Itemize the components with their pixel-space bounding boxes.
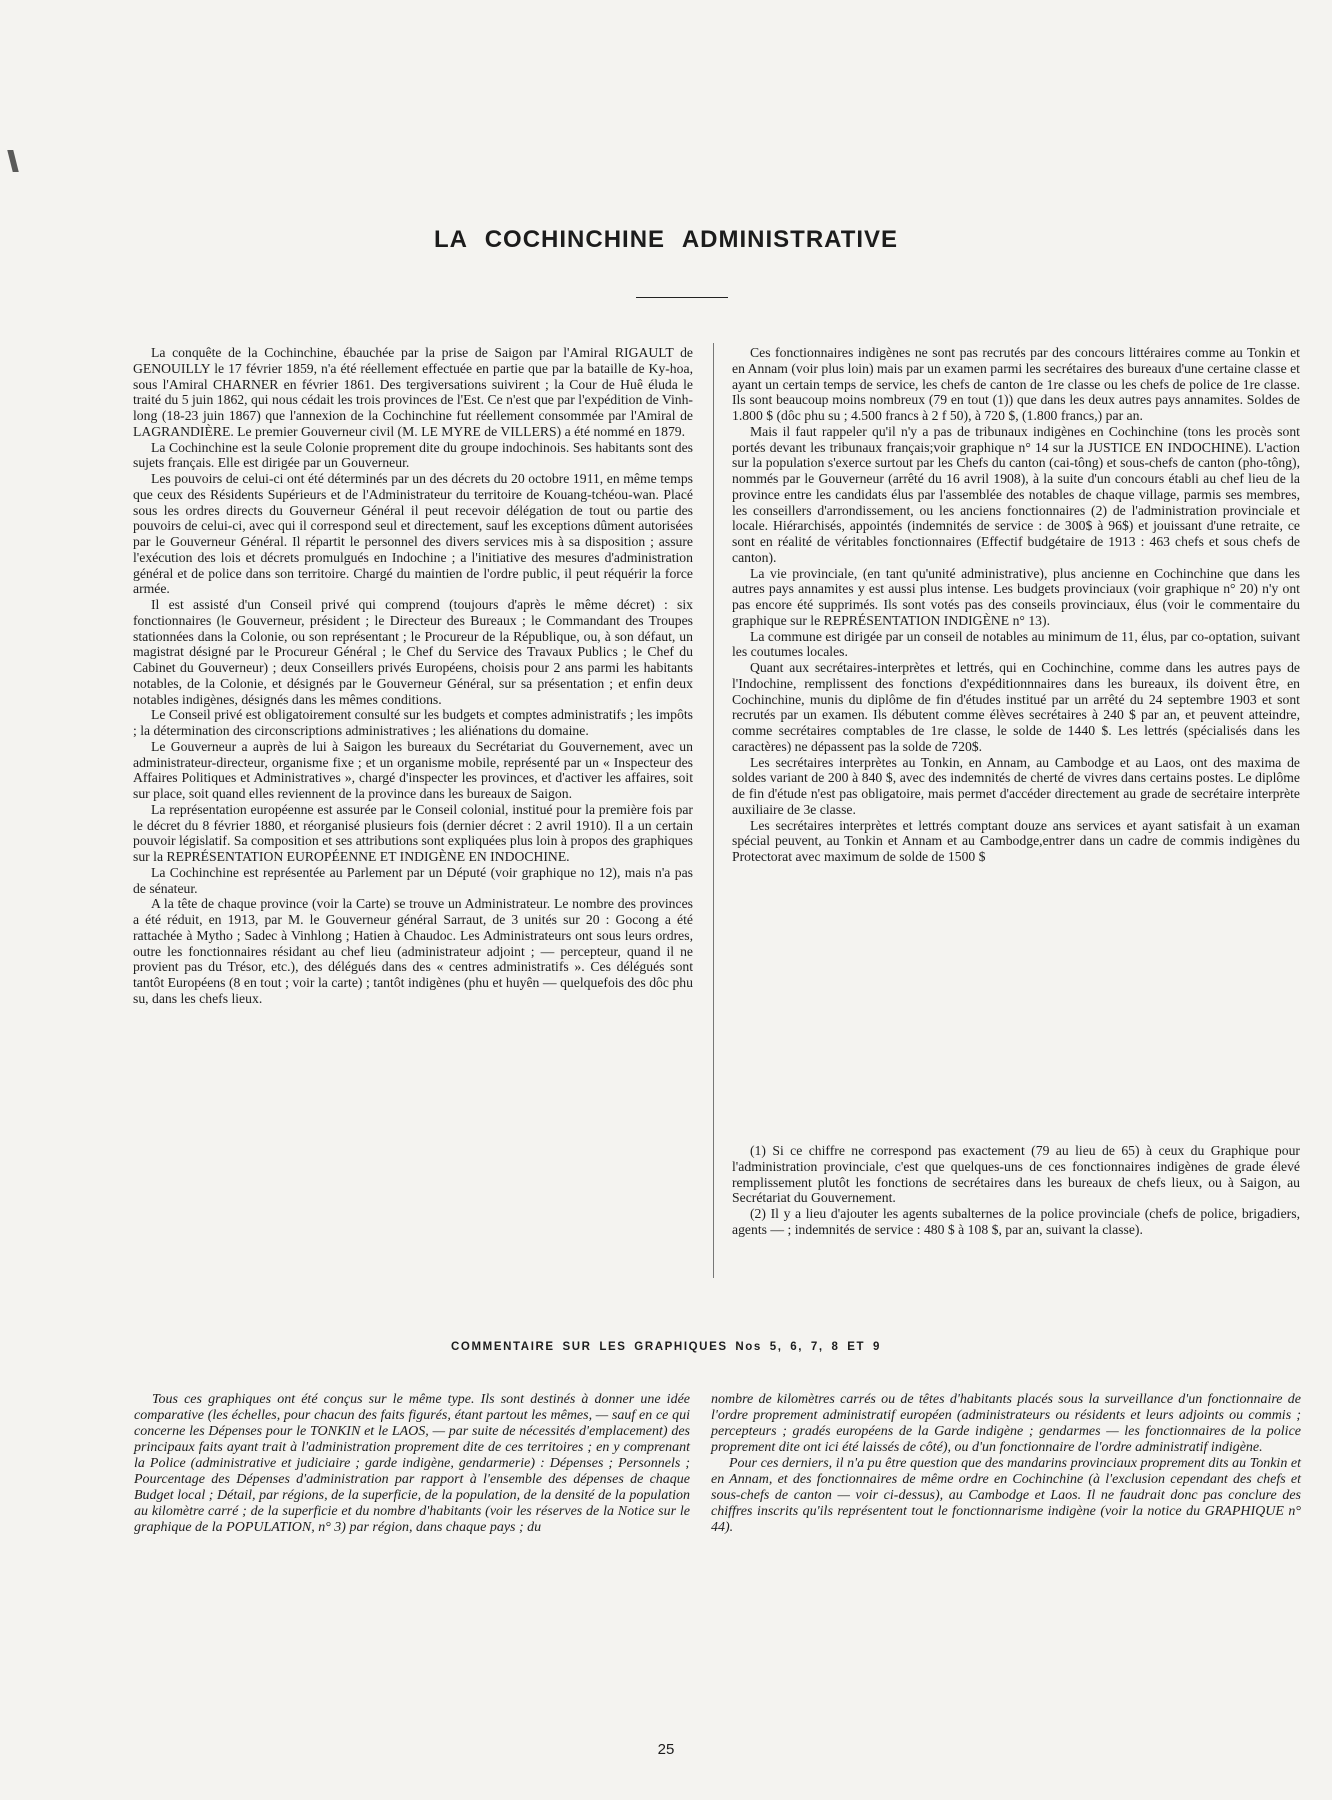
paragraph: Ces fonctionnaires indigènes ne sont pas recrutés par des concours littéraires comme au Tonkin et en Annam (voir plus loin) mais par un examen parmi les secrétaires des bureaux d'une certaine classe et ayant un certain temps de service, les chefs de canton de 1re classe ou les chefs de police de 1re classe. Ils sont beaucoup moins nombreux (79 en tout (1)) que dans les deux autres pays annamites. Soldes de 1.800 $ (dôc phu su ; 4.500 francs à 2 f 50), à 720 $, (1.800 francs,) par an. bbox=[732, 345, 1300, 423]
paragraph: A la tête de chaque province (voir la Carte) se trouve un Administrateur. Le nombre des provinces a été réduit, en 1913, par M. le Gouverneur général Sarraut, de 3 unités sur 20 : Gocong a été rattachée à Mytho ; Sadec à Vinhlong ; Hatien à Chaudoc. Les Administrateurs ont sous leurs ordres, outre les fonctionnaires résidant au chef lieu (administrateur adjoint ; — percepteur, quand il ne provient pas du Trésor, etc.), des délégués dans des « centres administratifs ». Ces délégués sont tantôt Européens (8 en tout ; voir la carte) ; tantôt indigènes (phu et huyên — quelquefois des dôc phu su, dans les chefs lieux. bbox=[133, 896, 693, 1006]
column-divider bbox=[713, 343, 714, 1278]
title-rule bbox=[636, 297, 728, 298]
column-left bbox=[133, 345, 693, 1007]
paragraph: Les secrétaires interprètes et lettrés comptant douze ans services et ayant satisfait à un examan spécial peuvent, au Tonkin et Annam et au Cambodge,entrer dans un cadre de commis indigènes du Protectorat avec maximum de solde de 1500 $ bbox=[732, 817, 1300, 864]
paragraph: La Cochinchine est la seule Colonie proprement dite du groupe indochinois. Ses habitants sont des sujets français. Elle est dirigée par un Gouverneur. bbox=[133, 439, 693, 471]
column-right bbox=[732, 345, 1300, 865]
paragraph: La vie provinciale, (en tant qu'unité administrative), plus ancienne en Cochinchine que dans les autres pays annamites y est aussi plus intense. Les budgets provinciaux (voir graphique n° 20) n'y ont pas encore été supprimés. Ils sont votés pas des conseils provinciaux, élus (voir le commentaire du graphique sur le REPRÉSENTATION INDIGÈNE n° 13). bbox=[732, 565, 1300, 628]
paragraph: nombre de kilomètres carrés ou de têtes d'habitants placés sous la surveillance d'un fonctionnaire de l'ordre proprement administratif européen (administrateurs ou résidents et leurs adjoints ou commis ; percepteurs ; gradés européens de la Garde indigène ; gendarmes — les fonctionnaires de la police proprement dite ont ici été laissés de côté), ou d'un fonctionnaire de l'ordre administratif indigène. bbox=[711, 1392, 1301, 1455]
paragraph: La commune est dirigée par un conseil de notables au minimum de 11, élus, par co-optation, suivant les coutumes locales. bbox=[732, 628, 1300, 660]
margin-ink-mark bbox=[7, 150, 18, 172]
paragraph: La conquête de la Cochinchine, ébauchée par la prise de Saigon par l'Amiral RIGAULT de GENOUILLY le 17 février 1859, n'a été réellement effectuée en partie que par la bataille de Ky-hoa, sous l'Amiral CHARNER en février 1861. Des tergiversations suivirent ; la Cour de Huê éluda le traité du 5 juin 1862, qui nous cédait les trois provinces de l'Est. Ce n'est que par l'expédition de Vinh-long (18-23 juin 1867) que l'annexion de la Cochinchine fut réellement consommée par l'Amiral de LAGRANDIÈRE. Le premier Gouverneur civil (M. LE MYRE de VILLERS) a été nommé en 1879. bbox=[133, 345, 693, 439]
paragraph: Quant aux secrétaires-interprètes et lettrés, qui en Cochinchine, comme dans les autres pays de l'Indochine, remplissent des fonctions d'expéditionnnaires dans les bureaux, ils doivent être, en Cochinchine, munis du diplôme de fin d'études institué par un arrêté du 24 septembre 1903 et sont recrutés par un examen. Ils débutent comme élèves secrétaires à 240 $ par an, et peuvent atteindre, comme secrétaires comptables de 1re classe, le solde de 1440 $. Les lettrés (spécialisés dans les caractères) ne dépassent pas la solde de 720$. bbox=[732, 660, 1300, 754]
paragraph: Il est assisté d'un Conseil privé qui comprend (toujours d'après le même décret) : six fonctionnaires (le Gouverneur, président ; le Directeur des Bureaux ; le Commandant des Troupes stationnées dans la Colonie, ou son représentant ; le Procureur de la République, ou, à son défaut, un magistrat désigné par le Procureur Général ; le Chef du Service des Travaux Publics ; le Chef du Cabinet du Gouverneur) ; deux Conseillers privés Européens, choisis pour 2 ans parmi les habitants notables, de la Colonie, et désignés par le Gouverneur Général, sur sa présentation ; et enfin deux notables indigènes, désignés dans les mêmes conditions. bbox=[133, 597, 693, 707]
paragraph: Les pouvoirs de celui-ci ont été déterminés par un des décrets du 20 octobre 1911, en même temps que ceux des Résidents Supérieurs et de l'Administrateur du territoire de Kouang-tchéou-wan. Placé sous les ordres directs du Gouverneur Général il peut recevoir délégation de tout ou partie des pouvoirs de celui-ci, avec qui il correspond seul et directement, sauf les exceptions dûment autorisées par le Gouverneur Général. Il répartit le personnel des divers services mis à sa disposition ; assure l'exécution des lois et décrets promulgués en Indochine ; a l'initiative des mesures d'administration général et de police dans son territoire. Chargé du maintien de l'ordre public, il peut réquérir la force armée. bbox=[133, 471, 693, 597]
footnote: (1) Si ce chiffre ne correspond pas exactement (79 au lieu de 65) à ceux du Graphique pour l'administration provinciale, c'est que quelques-uns de ces fonctionnaires indigènes de grade élevé remplissement plutôt les fonctions de secrétaires dans les bureaux de chefs lieux, ou à Saigon, au Secrétariat du Gouvernement. bbox=[732, 1143, 1300, 1206]
footnote: (2) Il y a lieu d'ajouter les agents subalternes de la police provinciale (chefs de police, brigadiers, agents — ; indemnités de service : 480 $ à 108 $, par an, suivant la classe). bbox=[732, 1206, 1300, 1237]
footnotes bbox=[732, 1143, 1300, 1238]
paragraph: Mais il faut rappeler qu'il n'y a pas de tribunaux indigènes en Cochinchine (tons les procès sont portés devant les tribunaux français;voir graphique n° 14 sur la JUSTICE EN INDOCHINE). L'action sur la population s'exerce surtout par les Chefs du canton (cai-tông) et sous-chefs de canton (pho-tông), nommés par le Gouverneur (arrêté du 16 avril 1908), à la suite d'un concours établi au chef lieu de la province entre les candidats élus par l'assemblée des notables de chaque village, parmis ses membres, les conseillers d'arrondissement, ou les anciens fonctionnaires (2) de l'administration provinciale et locale. Hiérarchisés, appointés (indemnités de service : de 300$ à 96$) et jouissant d'une retraite, ce sont en réalité de véritables fonctionnaires (Effectif budgétaire de 1913 : 463 chefs et sous chefs de canton). bbox=[732, 423, 1300, 565]
paragraph: Tous ces graphiques ont été conçus sur le même type. Ils sont destinés à donner une idée comparative (les échelles, pour chacun des faits figurés, étant partout les mêmes, — sauf en ce qui concerne les Dépenses pour le TONKIN et le LAOS, — par suite de nécessités d'emplacement) des principaux faits ayant trait à l'administration proprement dite de ces territoires ; en y comprenant la Police (administrative et judiciaire ; garde indigène, gendarmerie) : Dépenses ; Personnels ; Pourcentage des Dépenses d'administration par rapport à l'ensemble des dépenses de chaque Budget local ; Détail, par régions, de la superficie, de la population, de la densité de la population au kilomètre carré ; de la superficie et du nombre d'habitants (voir les réserves de la Notice sur le graphique de la POPULATION, n° 3) par région, dans chaque pays ; du bbox=[134, 1392, 690, 1535]
commentary-heading: COMMENTAIRE SUR LES GRAPHIQUES Nos 5, 6, 7, 8 ET 9 bbox=[451, 1341, 881, 1353]
commentary-left bbox=[134, 1392, 690, 1536]
page-title: LA COCHINCHINE ADMINISTRATIVE bbox=[433, 226, 899, 253]
page-number: 25 bbox=[657, 1741, 675, 1758]
paragraph: La Cochinchine est représentée au Parlement par un Député (voir graphique no 12), mais n'a pas de sénateur. bbox=[133, 864, 693, 896]
paragraph: Pour ces derniers, il n'a pu être question que des mandarins provinciaux proprement dits au Tonkin et en Annam, et des fonctionnaires de même ordre en Cochinchine (à l'exclusion cependant des chefs et sous-chefs de canton — voir ci-dessus), au Cambodge et Laos. Il ne faudrait donc pas conclure des chiffres inscrits qu'ils représentent tout le fonctionnarisme indigène (voir la notice du GRAPHIQUE n° 44). bbox=[711, 1456, 1301, 1535]
paragraph: La représentation européenne est assurée par le Conseil colonial, institué pour la première fois par le décret du 8 février 1880, et réorganisé plusieurs fois (dernier décret : 2 avril 1910). Il a un certain pouvoir législatif. Sa composition et ses attributions sont expliquées plus loin à propos des graphiques sur la REPRÉSENTATION EUROPÉENNE ET INDIGÈNE EN INDOCHINE. bbox=[133, 801, 693, 864]
paragraph: Les secrétaires interprètes au Tonkin, en Annam, au Cambodge et au Laos, ont des maxima de soldes variant de 200 à 840 $, avec des indemnités de cherté de vivres dans certains postes. Le diplôme de fin d'étude n'est pas obligatoire, mais permet d'accéder directement au grade de secrétaire interprète auxiliaire de 3e classe. bbox=[732, 754, 1300, 817]
paragraph: Le Conseil privé est obligatoirement consulté sur les budgets et comptes administratifs ; les impôts ; la détermination des circonscriptions administratives ; les aliénations du domaine. bbox=[133, 707, 693, 738]
paragraph: Le Gouverneur a auprès de lui à Saigon les bureaux du Secrétariat du Gouvernement, avec un administrateur-directeur, organisme fixe ; et un organisme mobile, représenté par un « Inspecteur des Affaires Politiques et Administratives », chargé d'inspecter les provinces, et d'activer les affaires, soit sur place, soit quand elles reviennent de la province dans les bureaux de Saigon. bbox=[133, 738, 693, 801]
commentary-right bbox=[711, 1392, 1301, 1536]
